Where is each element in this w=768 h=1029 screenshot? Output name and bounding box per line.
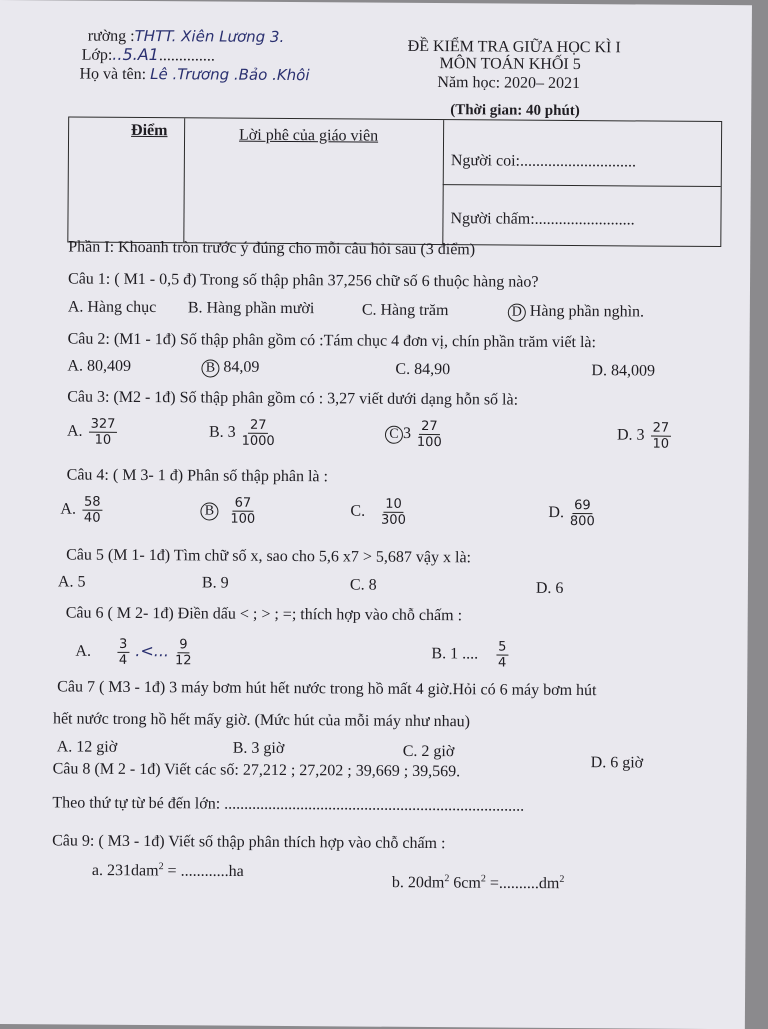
q2-option-c[interactable]: C. 84,90 (395, 360, 451, 379)
class-line (82, 45, 215, 66)
fraction (650, 421, 671, 452)
q4-text: Câu 4: ( M 3- 1 đ) Phân số thập phân là : (66, 466, 329, 486)
fraction (88, 417, 117, 448)
q6-part-a-label: A. (75, 642, 92, 660)
denominator: 10 (94, 432, 112, 448)
denominator: 300 (380, 512, 406, 528)
q4-option-c[interactable] (350, 496, 408, 527)
q9-part-b-blank: =..........dm (485, 874, 560, 893)
q1-option-b[interactable]: B. Hàng phần mười (187, 299, 315, 318)
school-value: THTT. Xiên Lương 3. (134, 26, 285, 46)
table-divider-2 (442, 120, 444, 244)
superscript: 2 (480, 873, 486, 885)
denominator: 800 (569, 513, 595, 530)
q9-part-b-mid: 6cm (449, 874, 481, 892)
fraction (496, 639, 508, 670)
answer-circle: C (385, 426, 403, 444)
superscript: 2 (559, 873, 565, 885)
q1-option-a[interactable]: A. Hàng chục (67, 298, 157, 317)
q9-part-a-prefix: a. 231dam (91, 861, 159, 880)
denominator: 100 (230, 511, 256, 527)
answer-circle: B (201, 359, 219, 377)
numerator: 27 (419, 419, 440, 435)
q4-option-b[interactable] (200, 495, 257, 526)
q2-option-a[interactable]: A. 80,409 (67, 357, 132, 375)
numerator: 27 (651, 421, 672, 437)
fraction (175, 637, 192, 668)
numerator: 5 (496, 639, 508, 655)
q6-answer-a[interactable]: .<... (135, 641, 170, 661)
q9-part-a[interactable] (92, 861, 244, 881)
q5-text: Câu 5 (M 1- 1đ) Tìm chữ số x, sao cho 5,6 x7 > 5,687 vậy x là: (66, 546, 472, 567)
q4-option-a[interactable] (60, 494, 104, 525)
q4-option-d[interactable] (548, 498, 597, 529)
answer-circle: D (508, 304, 526, 322)
q8-order-line[interactable]: Theo thứ tự từ bé đến lớn: ........................................................................... (52, 794, 525, 815)
numerator: 3 (117, 637, 129, 653)
q1-option-d-text: Hàng phần nghìn. (525, 302, 645, 321)
table-hline (443, 184, 721, 187)
q2-text: Câu 2: (M1 - 1đ) Số thập phân gồm có :Tám chục 4 đơn vị, chín phần trăm viết là: (67, 330, 597, 352)
q7-option-a[interactable]: A. 12 giờ (56, 738, 118, 756)
fraction (381, 497, 406, 528)
q2-option-b-text: 84,09 (219, 358, 260, 376)
q9-part-b[interactable] (392, 873, 565, 894)
numerator: 327 (89, 417, 118, 433)
superscript: 2 (444, 873, 450, 885)
numerator: 9 (177, 637, 189, 653)
q5-option-b[interactable]: B. 9 (201, 574, 229, 592)
q3-option-c-whole: 3 (402, 424, 412, 443)
denominator: 1000 (241, 433, 275, 449)
fraction (570, 498, 595, 529)
q3-option-b[interactable] (209, 417, 277, 448)
q3-option-a[interactable] (67, 416, 120, 447)
q8-text: Câu 8 (M 2 - 1đ) Viết các số: 27,212 ; 27,202 ; 39,669 ; 39,569. (52, 760, 461, 781)
school-label: rường : (87, 27, 135, 45)
exam-year: Năm học: 2020– 2021 (437, 74, 581, 93)
denominator: 100 (416, 434, 442, 451)
proctor-field[interactable]: Người coi:............................. (450, 152, 637, 171)
fraction (117, 637, 129, 668)
q1-text: Câu 1: ( M1 - 0,5 đ) Trong số thập phân 37,256 chữ số 6 thuộc hàng nào? (67, 270, 539, 291)
numerator: 27 (248, 418, 269, 434)
numerator: 58 (82, 495, 103, 511)
class-value: ..5.A1 (112, 44, 159, 65)
q5-option-a[interactable]: A. 5 (57, 573, 86, 591)
exam-title: ĐỀ KIỂM TRA GIỮA HỌC KÌ I (407, 37, 621, 57)
q3-option-d-letter: D. 3 (616, 426, 645, 444)
q6-part-b-label[interactable]: B. 1 .... (431, 645, 479, 663)
class-dots: .............. (158, 47, 215, 65)
q9-part-a-blank: = ............ha (163, 862, 244, 881)
grader-field[interactable]: Người chấm:......................... (450, 210, 635, 229)
denominator: 10 (652, 436, 670, 452)
q2-option-b[interactable] (201, 358, 259, 377)
q9-part-b-prefix: b. 20dm (391, 874, 445, 892)
q7-option-c[interactable]: C. 2 giờ (402, 742, 455, 761)
q5-option-d[interactable]: D. 6 (535, 579, 564, 597)
q2-option-d[interactable]: D. 84,009 (591, 362, 656, 380)
q1-option-c[interactable]: C. Hàng trăm (361, 301, 449, 320)
q7-option-b[interactable]: B. 3 giờ (232, 739, 285, 758)
q7-option-d[interactable]: D. 6 giờ (590, 754, 644, 772)
superscript: 2 (158, 861, 164, 873)
q4-option-d-letter: D. (548, 504, 565, 522)
q7-text-line1: Câu 7 ( M3 - 1đ) 3 máy bơm hút hết nước trong hồ mất 4 giờ.Hỏi có 6 máy bơm hút (57, 678, 597, 700)
denominator: 40 (83, 510, 101, 526)
name-label: Họ và tên: (79, 65, 147, 84)
numerator: 69 (572, 498, 593, 514)
q3-option-c[interactable] (385, 419, 444, 450)
fraction (82, 495, 103, 526)
numerator: 10 (383, 497, 404, 513)
q6-part-b (431, 639, 510, 671)
q4-option-a-letter: A. (60, 500, 77, 518)
score-label: Điểm (131, 121, 168, 140)
table-divider-1 (183, 118, 185, 242)
numerator: 67 (233, 496, 254, 512)
q6-text: Câu 6 ( M 2- 1đ) Điền dấu < ; > ; =; thích hợp vào chỗ chấm : (65, 604, 463, 625)
score-table (67, 116, 722, 247)
q7-text-line2: hết nước trong hồ hết mấy giờ. (Mức hút của mỗi máy như nhau) (52, 710, 471, 731)
q3-option-d[interactable] (617, 420, 673, 451)
denominator: 4 (118, 652, 128, 668)
comment-label: Lời phê của giáo viên (239, 126, 379, 145)
q5-option-c[interactable]: C. 8 (349, 576, 377, 594)
fraction (230, 496, 255, 527)
denominator: 4 (498, 655, 507, 671)
denominator: 12 (174, 653, 192, 669)
section1-title: Phần I: Khoanh tròn trước ý đúng cho mỗi câu hỏi sau (3 điểm) (68, 238, 476, 259)
q3-text: Câu 3: (M2 - 1đ) Số thập phân gồm có : 3,27 viết dưới dạng hỗn số là: (67, 388, 519, 409)
name-value: Lê .Trương .Bảo .Khôi (150, 65, 310, 85)
exam-subject: MÔN TOÁN KHỐI 5 (439, 55, 581, 74)
fraction (242, 418, 275, 449)
answer-circle: B (200, 503, 218, 521)
q4-option-c-letter: C. (350, 502, 366, 520)
q9-text: Câu 9: ( M3 - 1đ) Viết số thập phân thích hợp vào chỗ chấm : (52, 832, 446, 853)
q3-option-a-letter: A. (66, 422, 83, 440)
exam-time: (Thời gian: 40 phút) (450, 102, 580, 120)
q1-option-d[interactable] (508, 303, 644, 323)
name-line (79, 65, 309, 86)
q3-option-b-letter: B. 3 (208, 423, 236, 441)
q6-part-a (75, 637, 193, 669)
fraction (417, 419, 442, 450)
class-label: Lớp: (81, 46, 113, 64)
